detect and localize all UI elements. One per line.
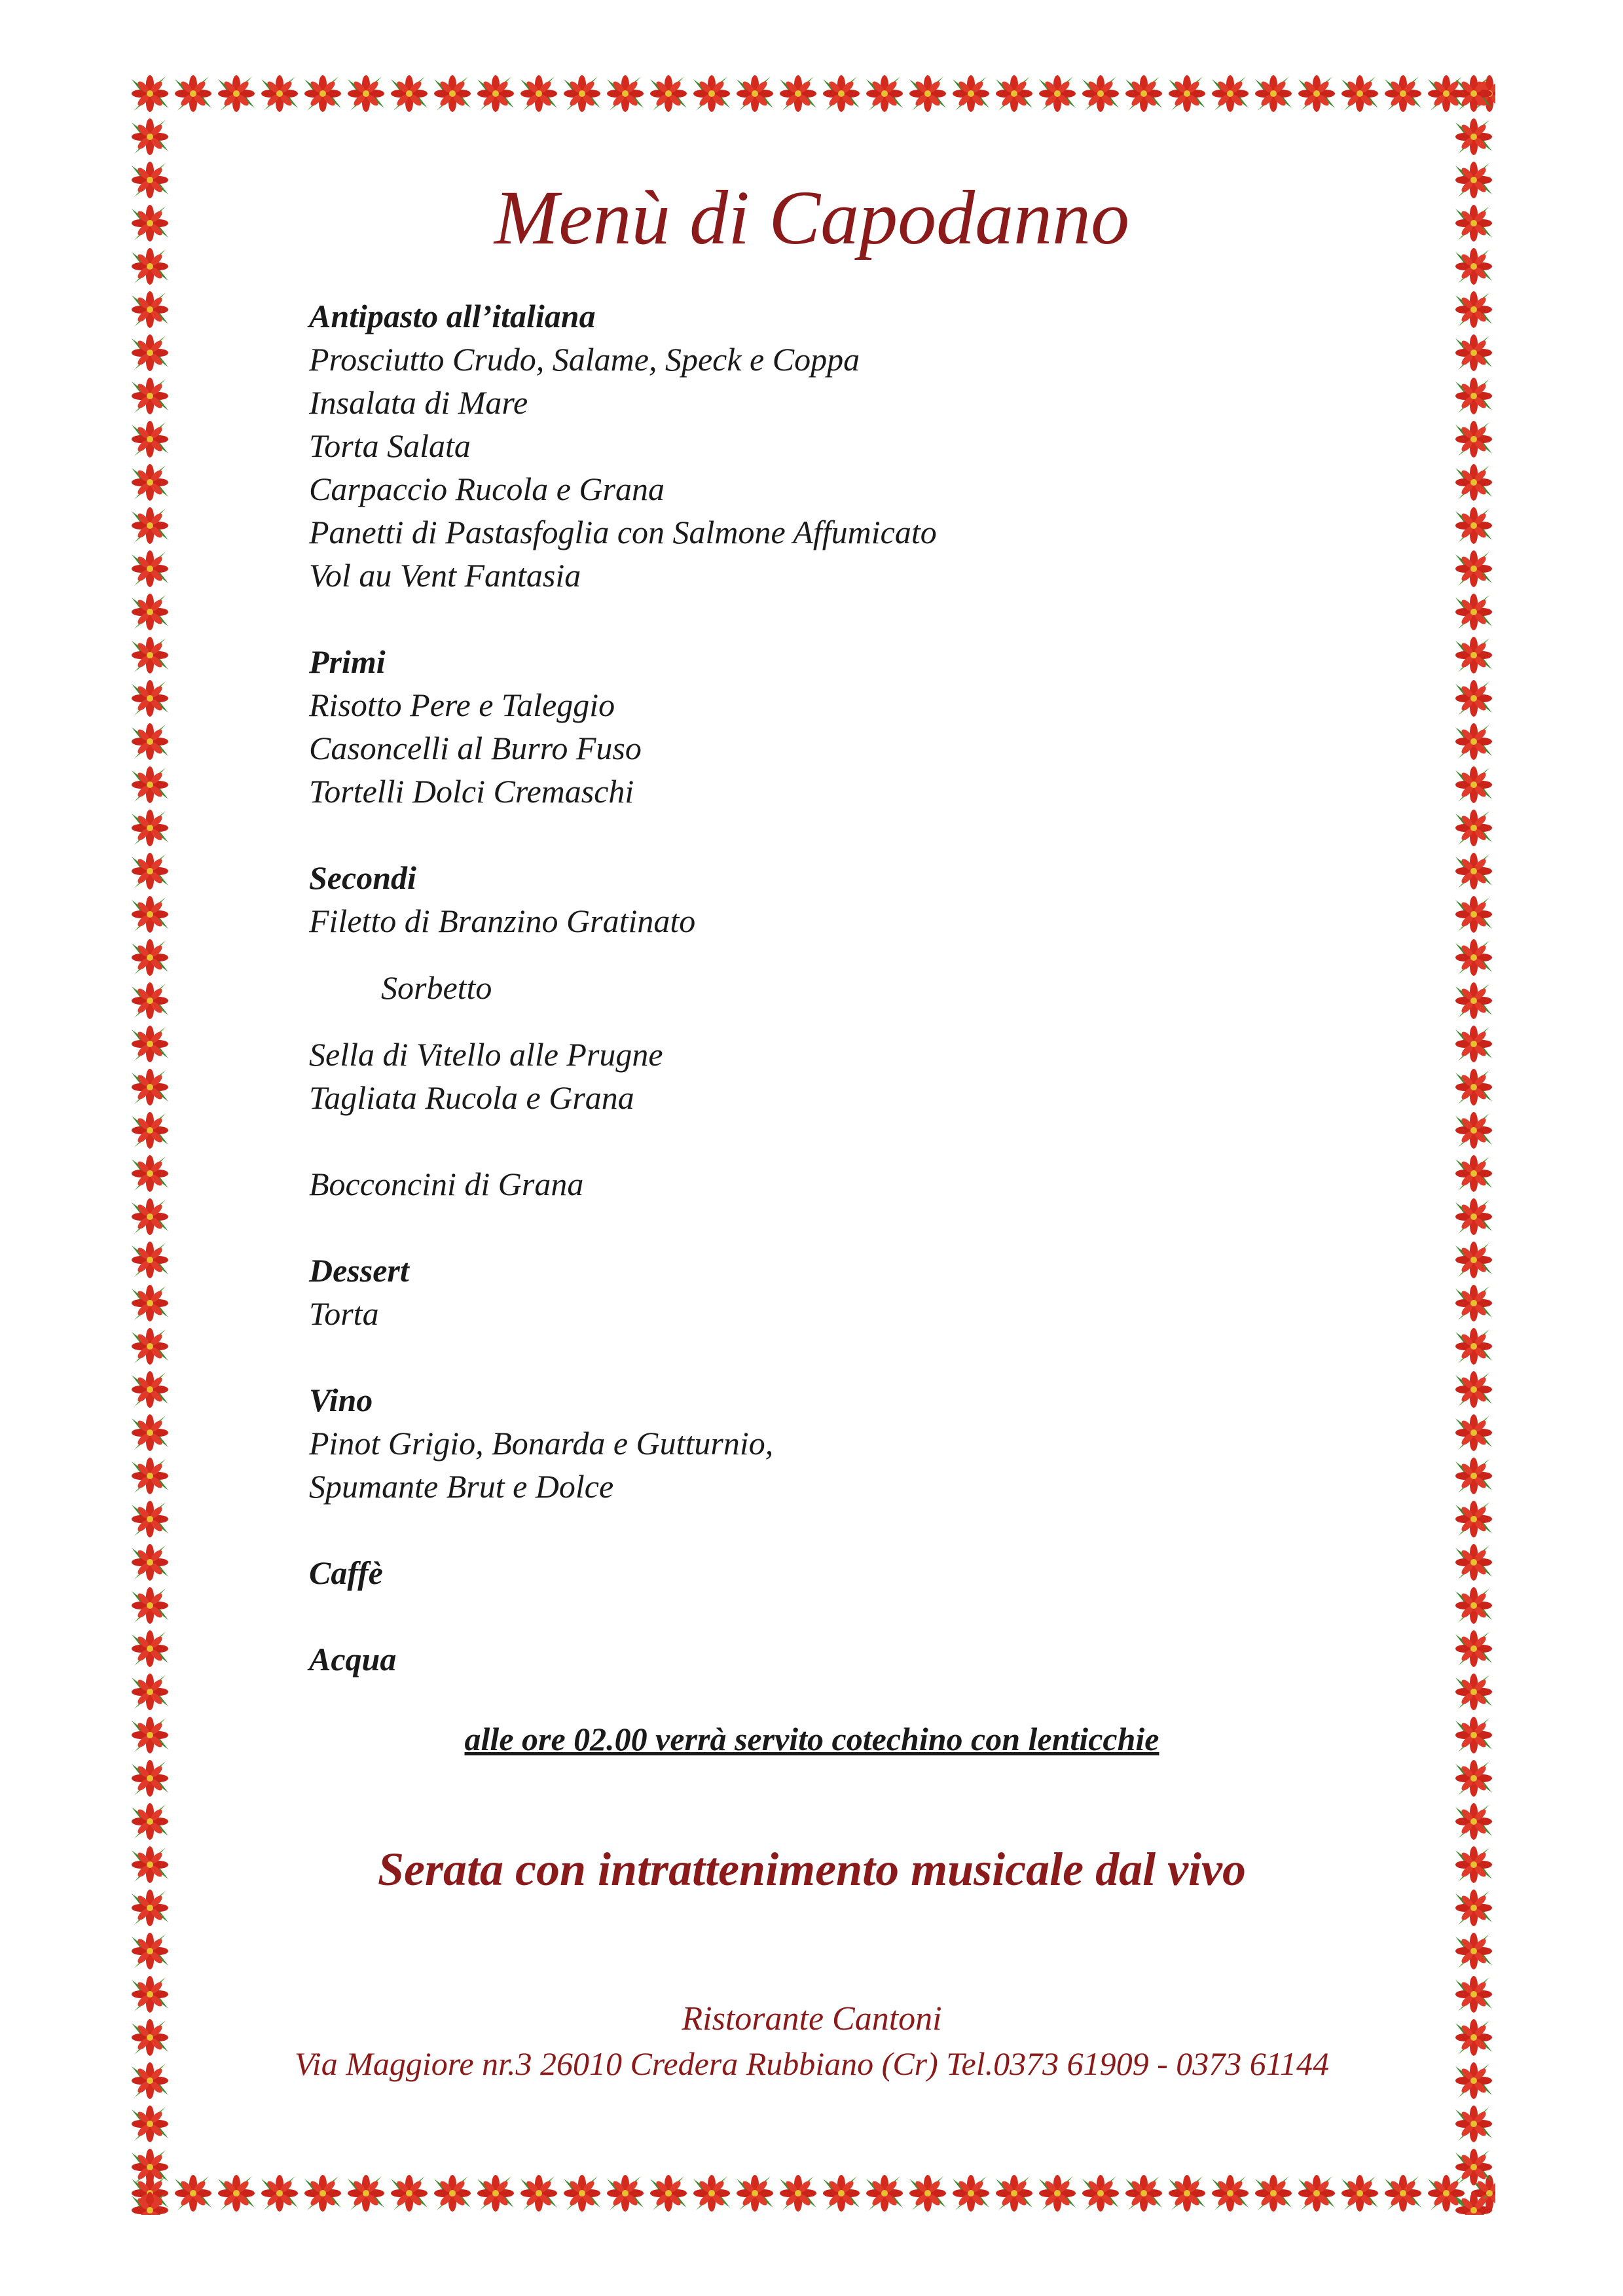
menu-item: Insalata di Mare — [309, 384, 528, 421]
section-heading-vino: Vino — [309, 1382, 373, 1418]
menu-item: Vol au Vent Fantasia — [309, 557, 581, 594]
section-heading-primi: Primi — [309, 643, 386, 680]
menu-item: Pinot Grigio, Bonarda e Gutturnio, — [309, 1425, 774, 1462]
menu-item: Tortelli Dolci Cremaschi — [309, 773, 634, 810]
poinsettia-border-left — [128, 72, 172, 2215]
menu-item: Bocconcini di Grana — [309, 1166, 584, 1202]
section-heading-acqua: Acqua — [309, 1641, 397, 1677]
menu-body — [309, 295, 1422, 1681]
menu-item: Torta Salata — [309, 427, 471, 464]
section-heading-antipasto: Antipasto all’italiana — [309, 298, 596, 334]
poinsettia-border-top — [128, 72, 1495, 115]
restaurant-name: Ristorante Cantoni — [682, 2000, 942, 2037]
cotechino-note: alle ore 02.00 verrà servito cotechino con lenticchie — [464, 1721, 1159, 1757]
menu-item: Panetti di Pastasfoglia con Salmone Affumicato — [309, 514, 937, 550]
section-heading-secondi: Secondi — [309, 859, 416, 896]
section-heading-dessert: Dessert — [309, 1252, 409, 1289]
menu-item-sorbetto: Sorbetto — [381, 969, 492, 1006]
restaurant-address: Via Maggiore nr.3 26010 Credera Rubbiano (Cr) Tel.0373 61909 - 0373 61144 — [294, 2045, 1330, 2082]
menu-item: Tagliata Rucola e Grana — [309, 1079, 634, 1116]
entertainment-banner: Serata con intrattenimento musicale dal vivo — [377, 1843, 1247, 1895]
menu-item: Risotto Pere e Taleggio — [309, 687, 615, 723]
poinsettia-border-bottom — [128, 2172, 1495, 2215]
menu-item: Filetto di Branzino Gratinato — [309, 903, 696, 939]
menu-item: Spumante Brut e Dolce — [309, 1468, 614, 1505]
poinsettia-border-right — [1452, 72, 1495, 2215]
menu-item: Carpaccio Rucola e Grana — [309, 471, 665, 507]
menu-item: Prosciutto Crudo, Salame, Speck e Coppa — [309, 341, 860, 378]
menu-item: Torta — [309, 1295, 379, 1332]
menu-item: Casoncelli al Burro Fuso — [309, 730, 642, 766]
menu-title: Menù di Capodanno — [494, 175, 1130, 260]
section-heading-caffe: Caffè — [309, 1554, 383, 1591]
menu-item: Sella di Vitello alle Prugne — [309, 1036, 663, 1073]
